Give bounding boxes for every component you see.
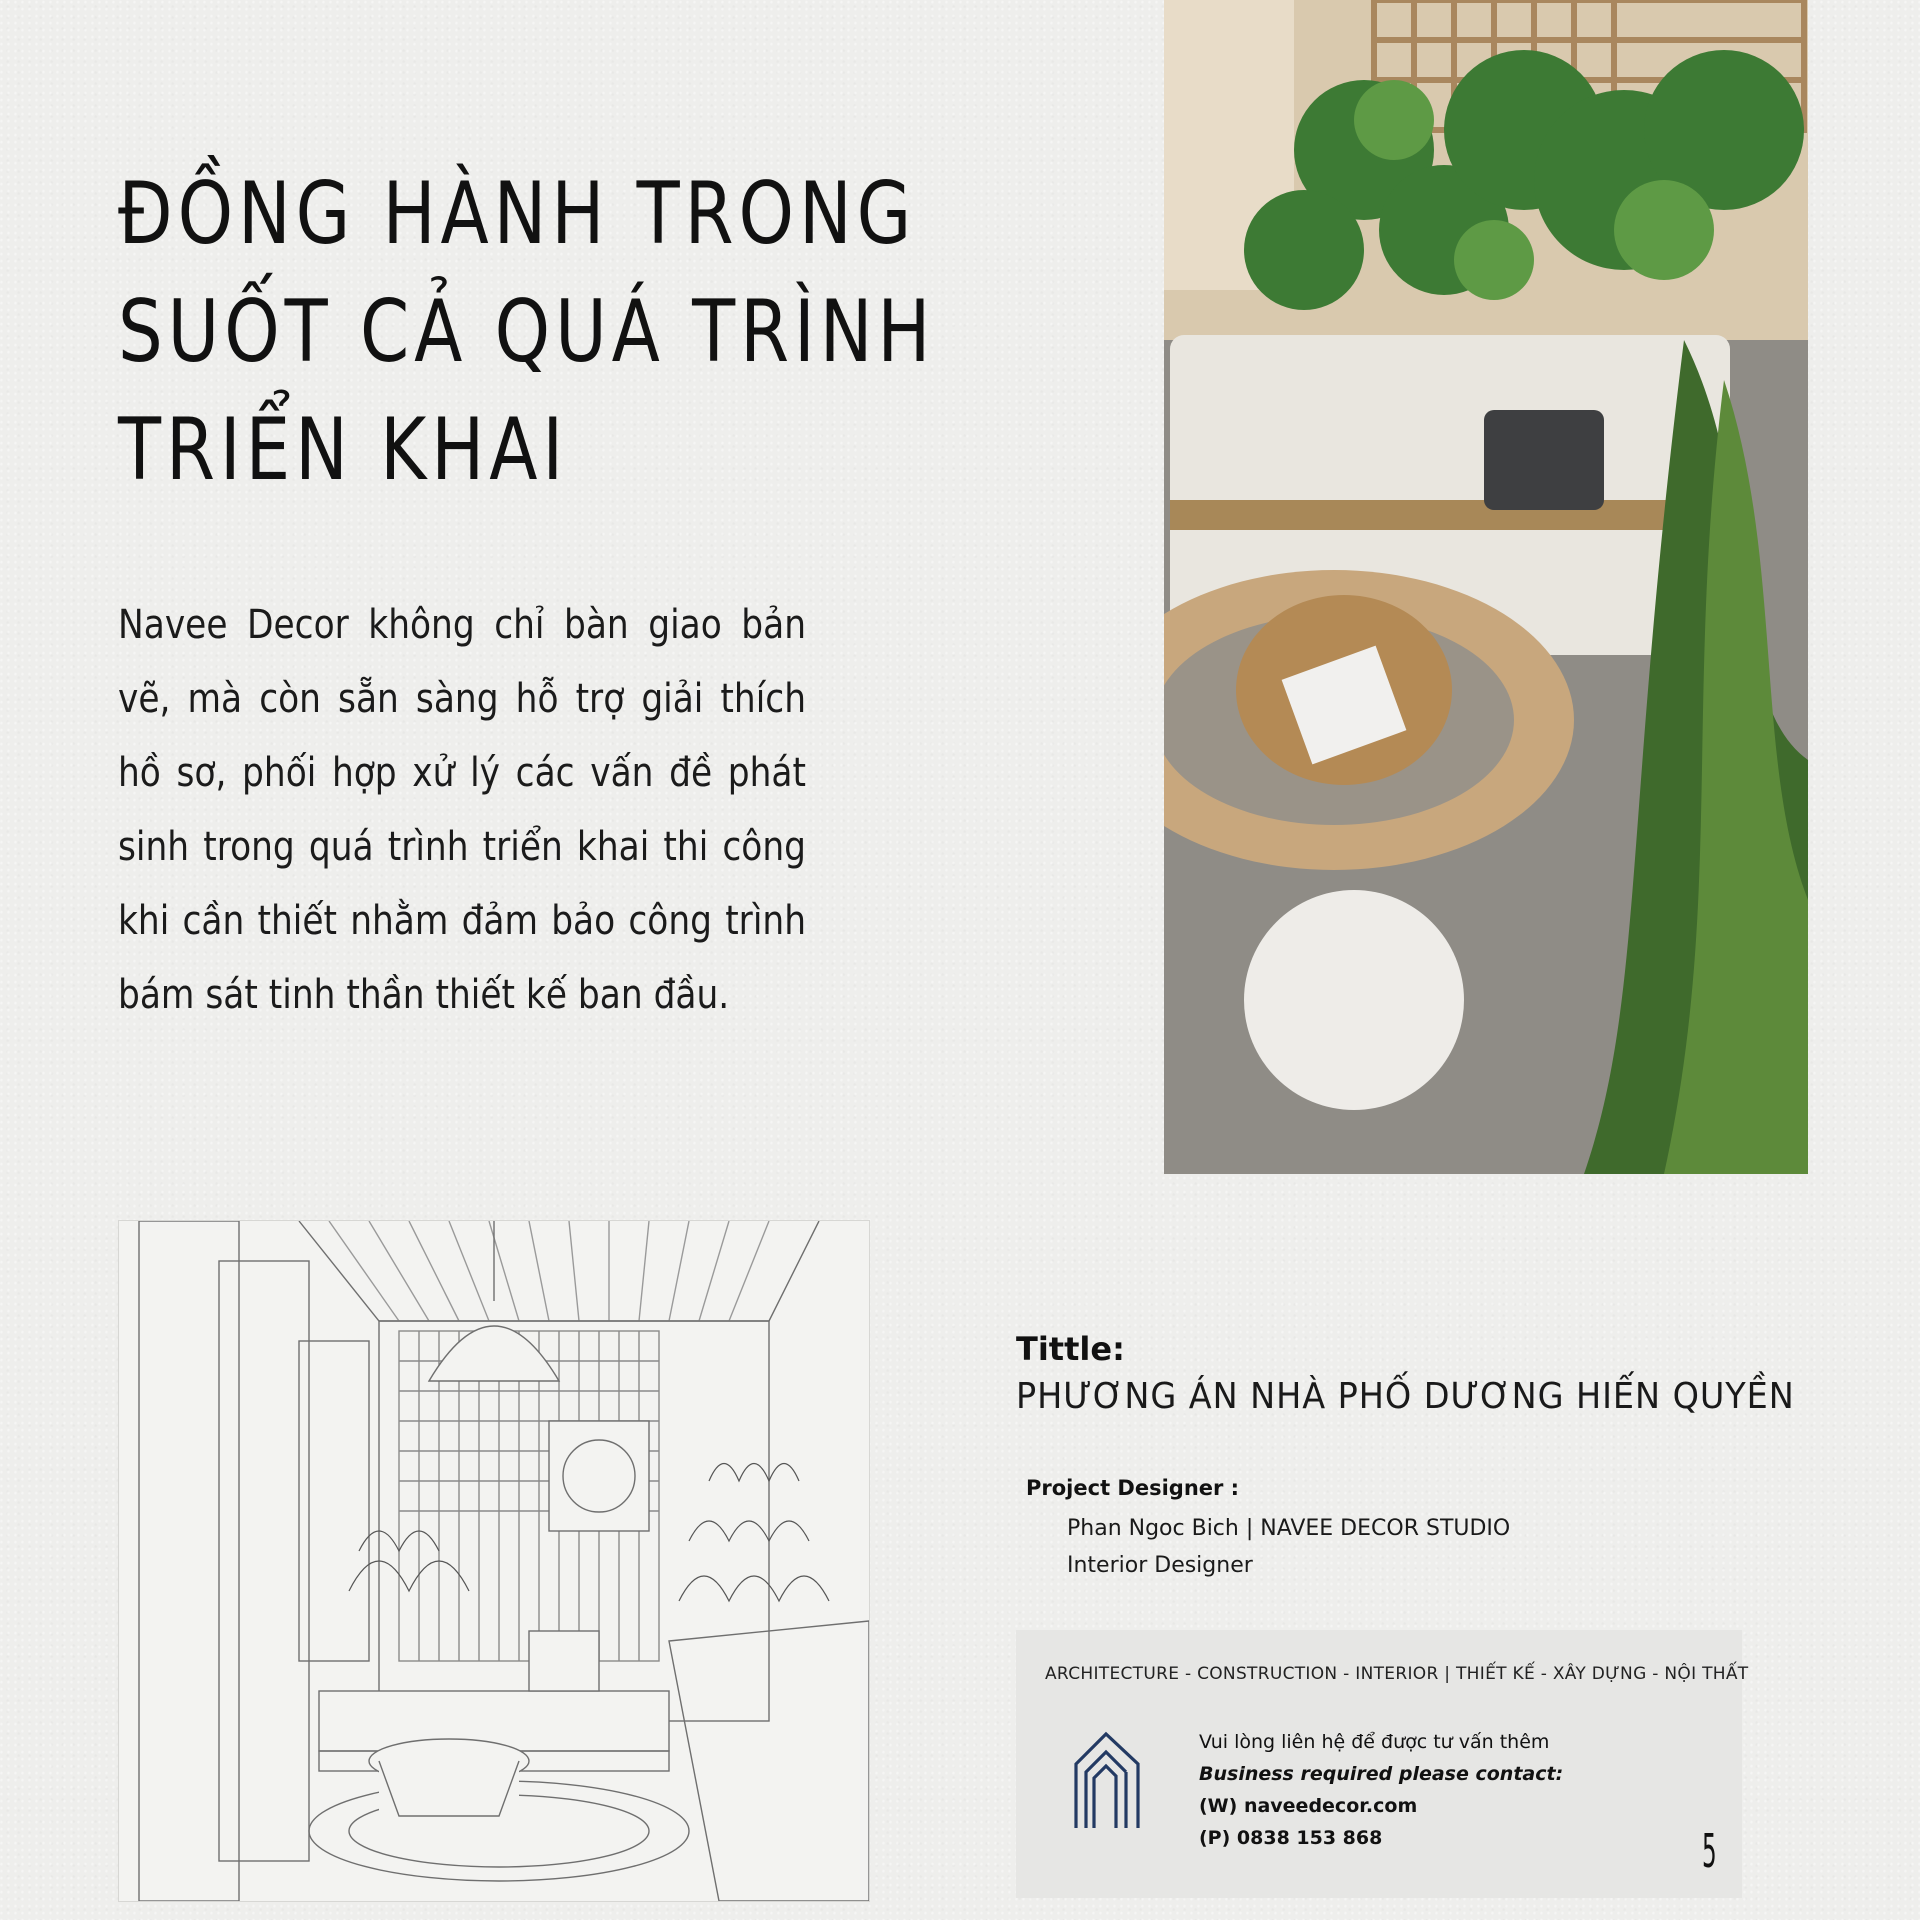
house-n-logo-icon — [1072, 1730, 1142, 1830]
designer-role: Interior Designer — [1067, 1553, 1253, 1578]
company-tagline: ARCHITECTURE - CONSTRUCTION - INTERIOR | THIẾT KẾ - XÂY DỰNG - NỘI THẤT — [1045, 1664, 1749, 1684]
title-label: Tittle: — [1016, 1330, 1125, 1368]
contact-box — [1016, 1630, 1749, 1898]
body-paragraph: Navee Decor không chỉ bàn giao bản vẽ, mà còn sẵn sàng hỗ trợ giải thích hồ sơ, phối hợp xử lý các vấn đề phát sinh trong quá trình triển khai thi công khi cần thiết nhằm đảm bảo công trình bám sát tinh thần thiết kế ban đầu. — [118, 602, 806, 1018]
headline-line-3: TRIỂN KHAI — [118, 400, 569, 500]
project-title-block — [1016, 1330, 1896, 1417]
page-number: 5 — [1702, 1824, 1717, 1878]
headline-line-2: SUỐT CẢ QUÁ TRÌNH — [118, 282, 936, 382]
balcony-photo — [1164, 0, 1808, 1174]
contact-business-line: Business required please contact: — [1199, 1763, 1564, 1785]
contact-phone[interactable]: (P) 0838 153 868 — [1199, 1827, 1383, 1849]
project-title: PHƯƠNG ÁN NHÀ PHỐ DƯƠNG HIẾN QUYỀN — [1016, 1376, 1795, 1417]
page-headline — [118, 155, 936, 509]
contact-website[interactable]: (W) naveedecor.com — [1199, 1795, 1418, 1817]
contact-details — [1199, 1726, 1563, 1854]
designer-label: Project Designer : — [1026, 1476, 1240, 1500]
designer-name: Phan Ngoc Bich | NAVEE DECOR STUDIO — [1067, 1516, 1511, 1541]
headline-line-1: ĐỒNG HÀNH TRONG — [118, 164, 917, 264]
balcony-sketch-image — [118, 1220, 870, 1902]
contact-intro: Vui lòng liên hệ để được tư vấn thêm — [1199, 1731, 1550, 1753]
